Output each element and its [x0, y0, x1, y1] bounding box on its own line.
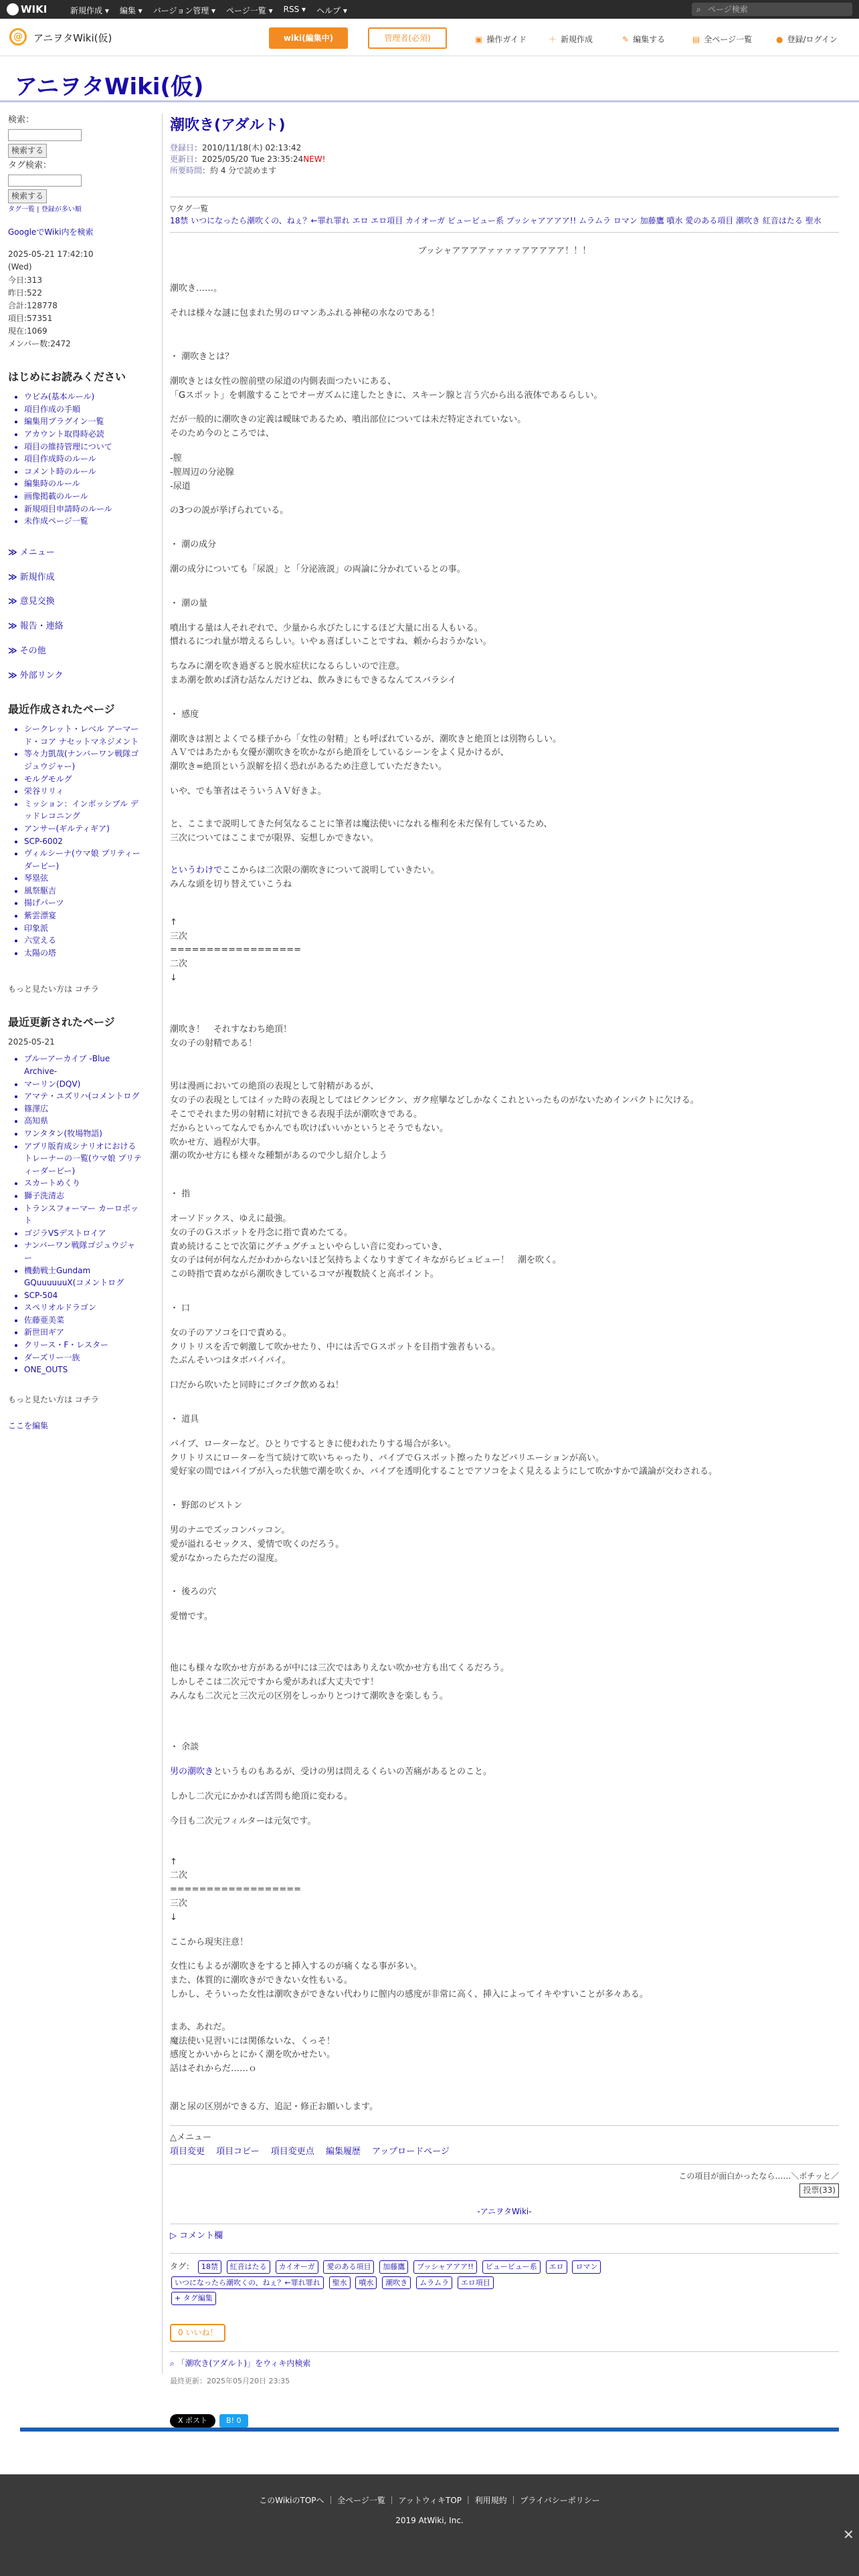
text-line: そのため今のところでは、: [170, 429, 274, 439]
x-post-button[interactable]: X ポスト: [170, 2414, 215, 2428]
recent-updated-item[interactable]: • ダーズリー一族: [24, 1352, 142, 1364]
section-heading: ・ 潮の成分: [170, 538, 839, 552]
inline-link[interactable]: というわけで: [170, 865, 223, 876]
text-line: ちなみに潮を吹き過ぎると脱水症状になるらしいので注意。: [170, 661, 405, 672]
recent-updated-list: [24, 1053, 142, 1376]
divider: [170, 2164, 839, 2165]
menu-link[interactable]: 項目変更点: [270, 2146, 314, 2157]
recent-created-item[interactable]: • モルグモルグ: [24, 773, 142, 786]
first-read-heading: はじめにお読みください: [8, 370, 126, 383]
sidebar-divider: [162, 114, 163, 2374]
menu-link[interactable]: 項目コピー: [216, 2146, 260, 2157]
text-line: 潮と尿の区別ができる方、追記・修正お願いします。: [170, 2101, 378, 2112]
section-heading: ・ 野郎のピストン: [170, 1499, 839, 1513]
user-icon: ●: [776, 35, 783, 44]
section-heading: ・ 余談: [170, 1741, 839, 1755]
text-line: 潮の成分についても「尿説」と「分泌液説」の両論に分かれているとの事。: [170, 564, 466, 574]
search-icon: ⌕: [170, 2359, 177, 2369]
text-line: 責め続けることで次第にグチュグチュといやらしい音に変わっていき、: [170, 1241, 448, 1252]
updated-datetime: ：2025/05/20 Tue 23:35:24: [194, 154, 304, 164]
new-page-button[interactable]: ＋ 新規作成: [549, 35, 593, 44]
tag-search-input[interactable]: [8, 175, 82, 187]
text-line: 潮吹き！ それすなわち絶頂！: [170, 1024, 292, 1035]
text-line: 女の子のアソコを口で責める。: [170, 1327, 292, 1338]
text-line: 男のナニでズッコンバッコン。: [170, 1525, 290, 1535]
text-line: 潮吹きは割とよくでる様子から「女性の射精」とも呼ばれているが、潮吹きと絶頂とは別物らしい。: [170, 734, 562, 744]
site-header: [0, 56, 859, 103]
atwiki-logo[interactable]: WIKI: [7, 3, 62, 16]
recent-updated-item[interactable]: • 篠澤広: [24, 1103, 142, 1115]
text-line: クリトリスを舌で刺激して吹かせたり、中には舌でＧスポットを目指す強者もいる。: [170, 1341, 500, 1352]
updated-date: 2025-05-21: [8, 1037, 55, 1047]
footer-link[interactable]: このWikiのTOPへ: [259, 2496, 324, 2505]
text-line: たぶんそいつはタボバイバイ。: [170, 1356, 291, 1366]
text-line: 潮吹き=絶頂という誤解を招く恐れがあるため注意していただきたい。: [170, 762, 447, 772]
text-line: 愛がなかったらただの湿度。: [170, 1553, 284, 1564]
arrow-up: ↑: [170, 1856, 177, 1867]
menu-help[interactable]: ヘルプ ▾: [316, 6, 347, 15]
text-line: 感度とかいからとにかく潮を吹かせたい。: [170, 2050, 336, 2060]
site-title[interactable]: アニヲタWiki(仮): [15, 74, 204, 100]
hatena-bookmark-button[interactable]: B! 0: [219, 2414, 248, 2428]
footer-link[interactable]: 利用規約: [474, 2496, 507, 2505]
tag-chip[interactable]: ムラムラ: [416, 2276, 452, 2290]
first-read-item[interactable]: • アカウント取得時必読: [24, 428, 142, 441]
recent-created-item[interactable]: • シークレット・レベル アーマード・コア ナセットマネジメント: [24, 723, 142, 748]
admin-button[interactable]: 管理者(必須): [368, 27, 447, 49]
page-title: 潮吹き(アダルト): [170, 117, 286, 134]
text-line: 口だから吹いたと同時にゴクゴク飲めるね！: [170, 1380, 344, 1391]
recent-updated-item[interactable]: • 新世田ギア: [24, 1326, 142, 1339]
recent-updated-item[interactable]: • ワンタタン(牧場物語): [24, 1128, 142, 1140]
text-line: みんなも二次元と三次元の区別をしっかりとつけて潮吹きを楽しもう。: [170, 1691, 448, 1701]
section-heading: ・ 潮の量: [170, 597, 839, 611]
tag-chip[interactable]: エロ項目: [458, 2276, 494, 2290]
text-line: 二次: [170, 959, 188, 970]
tag-prefix: タグ：: [170, 2262, 195, 2272]
guide-button[interactable]: ▣ 操作ガイド: [475, 35, 527, 44]
nav-menu[interactable]: ≫ メニュー: [8, 547, 55, 558]
read-time-label: 所要時間: [170, 165, 203, 175]
copyright: 2019 AtWiki, Inc.: [395, 2516, 464, 2525]
page-menu: [170, 2131, 839, 2159]
text-line: まあ、あれだ。: [170, 2022, 231, 2032]
plus-icon: ＋: [549, 35, 557, 44]
text-line: バイブ、ローターなど。ひとりでするときに使われたりする場合が多い。: [170, 1438, 456, 1449]
pencil-icon: ✎: [622, 35, 630, 44]
recent-updated-item[interactable]: • スカートめくり: [24, 1177, 142, 1190]
nav-opinion[interactable]: ≫ 意見交換: [8, 597, 55, 607]
tag-chip[interactable]: ロマン: [572, 2260, 601, 2274]
more-updated-link[interactable]: もっと見たい方は コチラ: [8, 1394, 99, 1404]
stat-yesterday: 昨日:522: [8, 288, 42, 298]
wiki-name[interactable]: アニヲタWiki(仮): [33, 32, 112, 44]
recent-updated-item[interactable]: • ブルーアーカイブ -Blue Archive-: [24, 1053, 142, 1077]
first-read-item[interactable]: • 項目作成時のルール: [24, 453, 142, 465]
tag-chip[interactable]: 紅音はたる: [227, 2260, 270, 2274]
recent-created-item[interactable]: • SCP-6002: [24, 835, 142, 848]
recent-created-item[interactable]: • 風祭駆吉: [24, 885, 142, 897]
shout-text: ブッシャアアアアァァァァアアアアア！！！: [417, 245, 591, 256]
text-line: ここから現実注意！: [170, 1937, 249, 1947]
first-read-item[interactable]: • 編集時のルール: [24, 477, 142, 490]
intro-line: 潮吹き……。: [170, 284, 223, 294]
text-line: この時指で責めながら潮吹きしているコマが複数続くと高ポイント。: [170, 1269, 439, 1280]
text-line: 潮吹きとは女性の膣前壁の尿道の内側表面つたいにある、: [170, 376, 397, 387]
new-badge: NEW!: [303, 154, 326, 164]
tag-search-button[interactable]: 検索する: [8, 189, 47, 203]
recent-created-item[interactable]: • 太陽の塔: [24, 947, 142, 960]
created-label: 登録日: [170, 143, 195, 153]
arrow-down: ↓: [170, 973, 177, 984]
arrow-down: ↓: [170, 1912, 177, 1923]
like-count: 0: [178, 2328, 183, 2338]
footer-link[interactable]: プライバシーポリシー: [520, 2496, 600, 2505]
inline-link[interactable]: 男の潮吹き: [170, 1767, 214, 1778]
text-line: 吹かせ方、過程が大事。: [170, 1137, 266, 1148]
menu-link[interactable]: アップロードページ: [372, 2146, 450, 2157]
text-line: 噴出する量は人それぞれで、少量から水びたしにするほど大量に出る人もいる。: [170, 623, 483, 633]
first-read-item[interactable]: • ウビみ(基本ルール): [24, 391, 142, 403]
recent-updated-item[interactable]: • 機動戦士Gundam GQuuuuuuX(コメントログ: [24, 1265, 142, 1289]
text-line: 愛好家の間ではバイブが入った状態で潮を吹くか、バイブを透明化することでアソコをよく見えるようにして吹かすかで議論が交わされる。: [170, 1467, 717, 1477]
tag-chip[interactable]: 加藤鷹: [379, 2260, 408, 2274]
first-read-item[interactable]: • 項目の維持管理について: [24, 441, 142, 453]
section-heading: ・ 後ろの穴: [170, 1586, 839, 1600]
text-line: 慣れるにつれ量が増えるらしい。いやぁ喜ばしいことですね、頼からおうかない。: [170, 637, 492, 647]
text-line: 愛が溢れるセックス、愛情で吹くのだろう。: [170, 1539, 345, 1549]
recent-created-item[interactable]: • 琴塁弦: [24, 872, 142, 885]
recent-created-item[interactable]: • 紫雲漂宴: [24, 909, 142, 922]
wiki-search-link[interactable]: ⌕ 「潮吹き(アダルト)」をウィキ内検索: [170, 2359, 311, 2369]
recent-created-item[interactable]: • 六堂える: [24, 934, 142, 947]
section-heading: ・ 道具: [170, 1413, 839, 1427]
divider: [170, 2351, 839, 2352]
text-line: だが一般的に潮吹きの定義は曖昧であるため、噴出部位については未だ特定されていない。: [170, 415, 527, 425]
tag-edit-button[interactable]: + タグ編集: [171, 2292, 216, 2305]
arrow-up: ↑: [170, 917, 177, 928]
text-line: 二次: [170, 1870, 188, 1881]
text-line: いや、でも筆者はそういうＡＶ好きよ。: [170, 786, 326, 796]
text-line: 話はそれからだ……ｏ: [170, 2064, 258, 2074]
double-chevron-icon: ≫: [8, 572, 17, 582]
tag-help-link[interactable]: タグ一覧 | 登録が多い順: [8, 205, 82, 213]
menu-edit[interactable]: 編集 ▾: [119, 6, 142, 15]
text-line: 三次: [170, 931, 188, 942]
top-bar: [0, 0, 859, 19]
main-content: [170, 114, 839, 2428]
wiki-edit-button[interactable]: wiki(編集中): [269, 27, 348, 49]
text-line: 女の子のＧスポットを丹念に指で責めたてる。: [170, 1227, 353, 1238]
tag-chip[interactable]: ビュービュー系: [482, 2260, 541, 2274]
first-read-list: [24, 391, 142, 528]
updated-label: 更新日: [170, 154, 195, 164]
text-line: そこでそれまた男の射精に対抗できる表現手法が潮吹きである。: [170, 1109, 423, 1120]
text-line: 女の子の射精である！: [170, 1038, 258, 1049]
top-menu: [70, 5, 347, 16]
nav-report[interactable]: ≫ 報告・連絡: [8, 621, 64, 632]
comment-toggle[interactable]: ▷ コメント欄: [170, 2231, 223, 2242]
first-read-item[interactable]: • 画像掲載のルール: [24, 490, 142, 503]
text-line: 愛憎です。: [170, 1612, 213, 1622]
stat-today: 今日:313: [8, 275, 42, 285]
double-chevron-icon: ≫: [8, 645, 17, 656]
text-line: ＡＶではあたかも女優が潮吹きを吹かながら絶頂をしているシーンをよく見かけるが、: [170, 748, 509, 758]
double-chevron-icon: ≫: [8, 621, 17, 632]
text-line: と、ここまで説明してきた何気なることに筆者は魔法使いになれる権利を未だ保有しているため、: [170, 819, 553, 829]
wiki-toolbar: [0, 19, 859, 56]
tag-chip[interactable]: 愛のある項目: [323, 2260, 374, 2274]
text-line: クリトリスにローターを当て続けて吹いちゃったり、バイブでＧスポット擦ったりなどバリエーションが高い。: [170, 1453, 604, 1463]
guide-icon: ▣: [475, 35, 483, 44]
text-line: まあ潮を飲めば済む話なんだけどね、飲みきにもできるなんてスバラシイ: [170, 675, 457, 685]
recent-created-list: [24, 723, 142, 959]
text-line: 他にも様々な吹かせ方があるが中には三次ではありえない吹かせ方も出てくるだろう。: [170, 1662, 510, 1673]
text-line: -膣周辺の分泌腺: [170, 467, 234, 477]
all-pages-button[interactable]: ▤ 全ページ一覧: [692, 35, 753, 44]
recent-created-item[interactable]: • アンサー(ギルティギア): [24, 823, 142, 835]
tag-list-label[interactable]: ▽タグ一覧: [170, 203, 209, 213]
edit-sidebar-link[interactable]: ここを編集: [8, 1421, 49, 1431]
separator-text: ==================: [170, 1885, 302, 1895]
text-line: 潮の吹かせ方にも様々な種類があるので少し紹介しよう: [170, 1151, 388, 1162]
tag-chip[interactable]: プッシャアアア!!: [413, 2260, 477, 2274]
menu-link[interactable]: 項目変更: [170, 2146, 205, 2157]
recent-updated-item[interactable]: • SCP-504: [24, 1289, 142, 1302]
last-update: 最終更新：2025年05月20日 23:35: [170, 2377, 290, 2386]
recent-updated-item[interactable]: • 佐藤亜美菜: [24, 1314, 142, 1327]
first-read-item[interactable]: • 新規項目申請時のルール: [24, 503, 142, 516]
text-line: 女性にもよるが潮吹きをすると挿入するのが痛くなる事が多い。: [170, 1961, 423, 1972]
recent-updated-item[interactable]: • スペリオルドラゴン: [24, 1301, 142, 1314]
sidebar: [8, 114, 142, 1432]
first-read-item[interactable]: • コメント時のルール: [24, 465, 142, 478]
recent-updated-heading: 最近更新されたページ: [8, 1015, 115, 1029]
divider: [170, 2125, 839, 2126]
recent-updated-item[interactable]: • トランスフォーマー カーロボット: [24, 1202, 142, 1227]
text-line: 女の子は何が何なんだかわからないほど気持ちよくなりすぎてイキながらビュビュー！ 潮を吹く。: [170, 1255, 561, 1266]
text-line: 男は漫画においての絶頂の表現として射精があるが、: [170, 1081, 379, 1092]
recent-updated-item[interactable]: • ONE_OUTS: [24, 1364, 142, 1376]
read-time: ：約 4 分で読めます: [202, 165, 277, 175]
recent-created-item[interactable]: • 揚げパーツ: [24, 897, 142, 909]
text-line: 男の潮吹きというものもあるが、受けの男は問えるくらいの苦痛があるとのこと。: [170, 1767, 492, 1778]
text-line: みんな頭を切り替えていこうね: [170, 879, 292, 890]
text-line: の3つの説が挙げられている。: [170, 506, 289, 516]
recent-updated-item[interactable]: • クリース・F・レスター: [24, 1339, 142, 1352]
page-search-input[interactable]: ⌕ ページ検索: [692, 3, 852, 16]
footer-link[interactable]: 全ページ一覧: [337, 2496, 385, 2505]
search-icon: ⌕: [696, 5, 701, 14]
divider: [170, 2253, 839, 2254]
tag-chip[interactable]: エロ: [546, 2260, 567, 2274]
tag-chip[interactable]: いつになったら潮吹くの、ねぇ？←罪れ罪れ: [171, 2276, 324, 2290]
page-menu-label: △メニュー: [170, 2132, 211, 2143]
double-chevron-icon: ≫: [8, 597, 17, 607]
created-date: ：2010/11/18(木) 02:13:42: [194, 143, 302, 153]
recent-created-item[interactable]: • ヴィルシーナ(ウマ娘 プリティーダービー): [24, 847, 142, 872]
footer: [0, 2474, 859, 2576]
double-chevron-icon: ≫: [8, 547, 17, 558]
text-line: 「Gスポット」を刺激することでオーガズムに達したときに、スキーン腺と言う穴から出る液体であるらしい。: [170, 390, 603, 401]
menu-pages[interactable]: ページ一覧 ▾: [226, 6, 273, 15]
login-button[interactable]: ● 登録/ログイン: [776, 35, 838, 44]
stat-current: 現在:1069: [8, 326, 47, 336]
section-heading: ・ 潮吹きとは？: [170, 350, 839, 364]
sidebar-search-input[interactable]: [8, 129, 82, 141]
menu-rss[interactable]: RSS ▾: [283, 5, 306, 14]
intro-line: それは様々な謎に包まれた男のロマンあふれる神秘の水なのである！: [170, 308, 440, 319]
search-label: 検索：: [8, 115, 35, 125]
page-meta: [170, 142, 839, 176]
section-heading: ・ 指: [170, 1188, 839, 1202]
tag-chip[interactable]: カイオーガ: [276, 2260, 318, 2274]
wiki-icon: @: [9, 28, 27, 45]
menu-version[interactable]: バージョン管理 ▾: [153, 6, 216, 15]
text-line: というわけでここからは二次限の潮吹きについて説明していきたい。: [170, 865, 440, 876]
text-line: 女の子の表現としてはイッた時の表現としてはビクンビクン、ガク痙攣などしかなくこれといったものがないためインパクトに欠ける。: [170, 1095, 699, 1106]
sidebar-datetime: 2025-05-21 17:42:10: [8, 249, 94, 259]
stat-total: 合計:128778: [8, 300, 58, 310]
tag-chip[interactable]: 18禁: [198, 2260, 221, 2274]
tag-list: [170, 203, 839, 227]
tag-box-area: [170, 2259, 839, 2306]
recent-updated-item[interactable]: • 獅子洗清志: [24, 1190, 142, 1202]
sidebar-weekday: (Wed): [8, 262, 32, 272]
recent-updated-item[interactable]: • マーリン(DQV): [24, 1078, 142, 1091]
recent-created-item[interactable]: • 印象派: [24, 922, 142, 935]
tag-chip[interactable]: 潮吹き: [382, 2276, 411, 2290]
double-chevron-icon: ≫: [8, 670, 17, 681]
recent-updated-item[interactable]: • ナンバーワン戦隊ゴジュウジャー: [24, 1239, 142, 1264]
text-line: 三次についてはここまでが限界、妄想しかできない。: [170, 833, 379, 843]
separator-text: ==================: [170, 945, 302, 956]
header-divider: [0, 100, 859, 102]
recent-updated-item[interactable]: • アマテ・ユズリハ(コメントログ: [24, 1090, 142, 1103]
nav-other[interactable]: ≫ その他: [8, 645, 46, 656]
text-line: 魔法使い見習いには関係ないな、くっそ！: [170, 2036, 335, 2046]
recent-updated-item[interactable]: • ゴジラVSデストロイア: [24, 1227, 142, 1240]
recent-updated-item[interactable]: • アプリ版育成シナリオにおけるトレーナーの一覧(ウマ娘 プリティーダービー): [24, 1140, 142, 1178]
recent-created-item[interactable]: • ミッション：インポッシブル デッドレコニング: [24, 798, 142, 823]
text-line: また、体質的に潮吹きができない女性もいる。: [170, 1975, 353, 1986]
stat-items: 項目:57351: [8, 314, 53, 324]
nav-external[interactable]: ≫ 外部リンク: [8, 670, 64, 681]
footer-links: このWikiのTOPへ ｜ 全ページ一覧 ｜ アットウィキTOP ｜ 利用規約 ｜ プライバシーポリシー: [259, 2496, 600, 2505]
text-line: 三次: [170, 1898, 188, 1909]
footer-link[interactable]: アットウィキTOP: [398, 2496, 462, 2505]
vote-prompt: この項目が面白かったなら……＼ポチッと／: [678, 2171, 839, 2181]
recent-created-heading: 最近作成されたページ: [8, 702, 115, 716]
first-read-item[interactable]: • 未作成ページ一覧: [24, 515, 142, 528]
recent-created-item[interactable]: • 等々力凱哉(ナンバーワン戦隊ゴジュウジャー): [24, 748, 142, 772]
menu-link[interactable]: 編集履歴: [325, 2146, 361, 2157]
sidebar-search-button[interactable]: 検索する: [8, 144, 47, 158]
text-line: 今日も二次元フィルターは元気です。: [170, 1816, 316, 1826]
close-icon[interactable]: ✕: [843, 2527, 854, 2543]
section-heading: ・ 口: [170, 1302, 839, 1316]
google-search-link[interactable]: GoogleでWiki内を検索: [8, 227, 94, 237]
text-line: オーソドックス、ゆえに最強。: [170, 1214, 292, 1224]
more-created-link[interactable]: もっと見たい方は コチラ: [8, 984, 99, 994]
edit-page-button[interactable]: ✎ 編集する: [622, 35, 666, 44]
first-read-item[interactable]: • 編集用プラグイン一覧: [24, 415, 142, 428]
menu-new[interactable]: 新規作成 ▾: [70, 6, 109, 15]
first-read-item[interactable]: • 項目作成の手順: [24, 403, 142, 416]
site-name-center[interactable]: -アニヲタWiki-: [477, 2207, 532, 2217]
section-heading: ・ 感度: [170, 708, 839, 722]
text-line: しかし、そういった女性は潮吹きができない代わりに膣内の感度が非常に高く、挿入によってイキやすいことが多々ある。: [170, 1989, 648, 2000]
like-button[interactable]: 0 いいね！: [170, 2324, 225, 2342]
text-line: だからといってなんでもかんでも吹けばいいかというとそうでもない。: [170, 1123, 449, 1134]
tag-links[interactable]: 18禁 いつになったら潮吹くの、ねぇ？←罪れ罪れ エロ エロ項目 カイオーガ ビュービュー系 プッシャアアアア!! ムラムラ ロマン 加藤鷹 噴水 愛のある項目 潮吹き 紅音はたる 聖水: [170, 215, 822, 225]
text-line: しかしそこは二次元ですから愛があれば大丈夫です！: [170, 1677, 379, 1687]
stat-members: メンバー数:2472: [8, 339, 71, 349]
tag-chip[interactable]: 噴水: [355, 2276, 377, 2290]
vote-button[interactable]: 投票(33): [799, 2183, 839, 2197]
recent-created-item[interactable]: • 栄谷リリィ: [24, 785, 142, 798]
text-line: しかし二次元にかかれば苦問も絶頂に変わる。: [170, 1791, 353, 1802]
content-bottom-line: [20, 2428, 839, 2432]
tag-search-label: タグ検索：: [8, 160, 52, 171]
tag-chip[interactable]: 聖水: [329, 2276, 351, 2290]
document-icon: ▤: [692, 35, 700, 44]
divider: [170, 232, 839, 233]
text-line: -尿道: [170, 481, 191, 492]
text-line: -膣: [170, 453, 182, 463]
nav-new[interactable]: ≫ 新規作成: [8, 572, 55, 582]
recent-updated-item[interactable]: • 高知県: [24, 1115, 142, 1128]
